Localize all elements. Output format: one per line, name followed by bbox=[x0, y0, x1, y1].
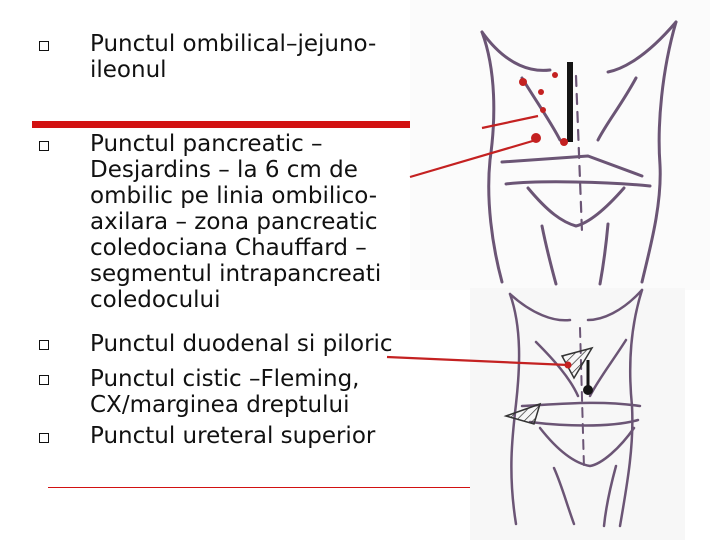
list-item-duodenal-point: Punctul duodenal si piloric bbox=[90, 331, 393, 357]
list-item-ombilical-point: Punctul ombilical–jejuno- ileonul bbox=[90, 31, 377, 83]
list-item-cystic-point: Punctul cistic –Fleming, CX/marginea dreptului bbox=[90, 366, 360, 418]
list-item-ureteral-point: Punctul ureteral superior bbox=[90, 423, 376, 449]
list-item-pancreatic-point: Punctul pancreatic – Desjardins – la 6 cm de ombilic pe linia ombilico- axilara – zona pancreatic coledociana Chauffard – segmentul intrapancreati coledocului bbox=[90, 131, 382, 313]
